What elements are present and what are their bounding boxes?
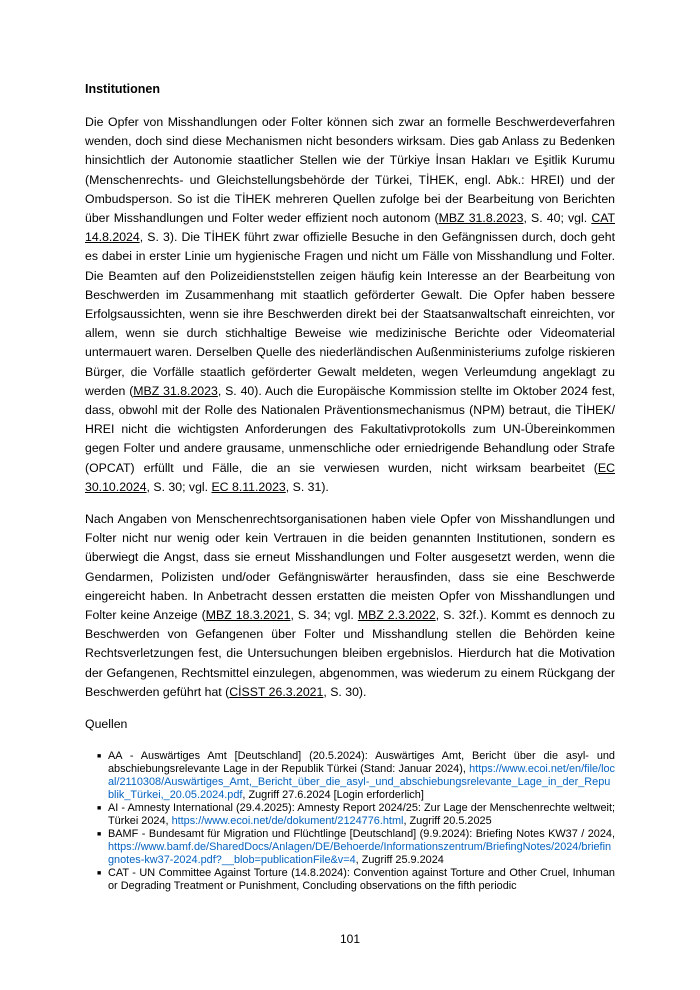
citation-ref[interactable]: CİSST 26.3.2021	[229, 684, 324, 699]
hyperlink[interactable]: https://www.bamf.de/SharedDocs/Anlagen/DE/Behoerde/Informationszentrum/BriefingNotes/2024/briefingnotes-kw37-2024.pdf?__blob=publicationFile&v=4	[108, 841, 612, 867]
source-text	[108, 802, 615, 828]
source-text	[108, 750, 615, 802]
sources-heading: Quellen	[85, 717, 128, 732]
citation-ref[interactable]: EC 30.10.2024	[85, 460, 615, 494]
paragraph	[85, 510, 615, 702]
section-heading: Institutionen	[85, 82, 160, 96]
citation-ref[interactable]: CAT 14.8.2024	[85, 211, 615, 245]
bullet-icon	[97, 802, 108, 816]
sources-list	[85, 750, 615, 893]
text-segment: , S. 34; vgl.	[290, 608, 358, 623]
text-segment: , S. 3). Die TİHEK führt zwar offizielle Besuche in den Gefängnissen durch, doch geht es dabei in erster Linie um hygienische Fragen und nicht um Fälle von Misshandlung und Folter. Die Beamten auf den Polizeidienststellen zeigen häufig kein Interesse an der Bearbeitung von Beschwerden im Zusammenhang mit staatlich geförderter Gewalt. Die Opfer haben bessere Erfolgsaussichten, wenn sie ihre Beschwerden direkt bei der Staatsanwaltschaft einreichten, vor allem, wenn sie durch stichhaltige Beweise wie medizinische Berichte oder Videomaterial untermauert waren. Derselben Quelle des niederländischen Außenministeriums zufolge riskieren Bürger, die Vorfälle staatlich geförderter Gewalt meldeten, wegen Verleumdung angeklagt zu werden (	[85, 230, 615, 398]
text-segment: BAMF - Bundesamt für Migration und Flüchtlinge [Deutschland] (9.9.2024): Briefing Notes KW37 / 2024,	[108, 828, 615, 841]
text-segment: , S. 30; vgl.	[146, 479, 212, 494]
citation-ref[interactable]: MBZ 31.8.2023	[133, 383, 218, 398]
bullet-icon	[97, 750, 108, 764]
text-segment: , S. 32f.). Kommt es dennoch zu Beschwerden von Gefangenen über Folter und Misshandlung stellen die Behörden keine Rechtsverletzungen fest, die Untersuchungen bleiben ergebnislos. Hierdurch hat die Motivation der Gefangenen, Rechtsmittel einzulegen, abgenommen, was wiederum zu einem Rückgang der Beschwerden geführt hat (	[85, 608, 615, 699]
text-segment: Nach Angaben von Menschenrechtsorganisationen haben viele Opfer von Misshandlungen und Folter nicht nur wenig oder kein Vertrauen in die beiden genannten Institutionen, sondern es überwiegt die Angst, dass sie erneut Misshandlungen und Folter ausgesetzt werden, wenn die Gendarmen, Polizisten und/oder Gefängniswärter herausfinden, dass sie eine Beschwerde eingereicht haben. In Anbetracht dessen erstatten die meisten Opfer von Misshandlungen und Folter keine Anzeige (	[85, 512, 615, 623]
citation-ref[interactable]: MBZ 18.3.2021	[205, 608, 291, 623]
bullet-icon	[97, 828, 108, 842]
bullet-icon	[97, 867, 108, 881]
text-segment: , S. 30).	[323, 684, 367, 699]
hyperlink[interactable]: https://www.ecoi.net/de/dokument/2124776.html	[171, 815, 404, 828]
source-text	[108, 867, 615, 893]
source-item	[97, 802, 615, 828]
source-item	[97, 867, 615, 893]
text-segment: , Zugriff 27.6.2024 [Login erforderlich]	[242, 789, 424, 802]
page-number: 101	[339, 932, 361, 946]
text-segment: , S. 31).	[285, 479, 329, 494]
source-text	[108, 828, 615, 867]
text-segment: Die Opfer von Misshandlungen oder Folter können sich zwar an formelle Beschwerdeverfahren wenden, doch sind diese Mechanismen nicht besonders wirksam. Dies gab Anlass zu Bedenken hinsichtlich der Autonomie staatlicher Stellen wie der Türkiye İnsan Hakları ve Eşitlik Kurumu (Menschenrechts- und Gleichstellungsbehörde der Türkei, TİHEK, engl. Abk.: HREI) und der Ombudsperson. So ist die TİHEK mehreren Quellen zufolge bei der Bearbeitung von Berichten über Misshandlungen und Folter weder effizient noch autonom (	[85, 115, 615, 226]
text-segment: , S. 40; vgl.	[523, 211, 592, 226]
hyperlink[interactable]: https://www.ecoi.net/en/file/local/2110308/Auswärtiges_Amt,_Bericht_über_die_asyl-_und_abschiebungsrelevante_Lage_in_der_Republik_Türkei,_20.05.2024.pdf	[108, 763, 615, 802]
paragraph	[85, 113, 615, 497]
text-segment: AA - Auswärtiges Amt [Deutschland] (20.5.2024): Auswärtiges Amt, Bericht über die asyl- und abschiebungsrelevante Lage in der Republik Türkei (Stand: Januar 2024),	[108, 750, 615, 776]
text-segment: , Zugriff 20.5.2025	[403, 815, 492, 828]
citation-ref[interactable]: MBZ 31.8.2023	[438, 211, 524, 226]
text-segment: , Zugriff 25.9.2024	[355, 854, 444, 867]
text-segment: CAT - UN Committee Against Torture (14.8.2024): Convention against Torture and Other Cruel, Inhuman or Degrading Treatment or Punishment, Concluding observations on the fifth periodic	[108, 867, 615, 893]
source-item	[97, 828, 615, 867]
citation-ref[interactable]: EC 8.11.2023	[211, 479, 286, 494]
text-segment: , S. 40). Auch die Europäische Kommission stellte im Oktober 2024 fest, dass, obwohl mit der Rolle des Nationalen Präventionsmechanismus (NPM) betraut, die TİHEK/ HREI nicht die wichtigsten Anforderungen des Fakultativprotokolls zum UN-Übereinkommen gegen Folter und andere grausame, unmenschliche oder erniedrigende Behandlung oder Strafe (OPCAT) erfüllt und Fälle, die an sie verwiesen wurden, nicht wirksam bearbeitet (	[85, 383, 616, 475]
source-item	[97, 750, 615, 802]
text-segment: AI - Amnesty International (29.4.2025): Amnesty Report 2024/25: Zur Lage der Menschenrechte weltweit; Türkei 2024,	[108, 802, 615, 828]
citation-ref[interactable]: MBZ 2.3.2022	[357, 608, 436, 623]
